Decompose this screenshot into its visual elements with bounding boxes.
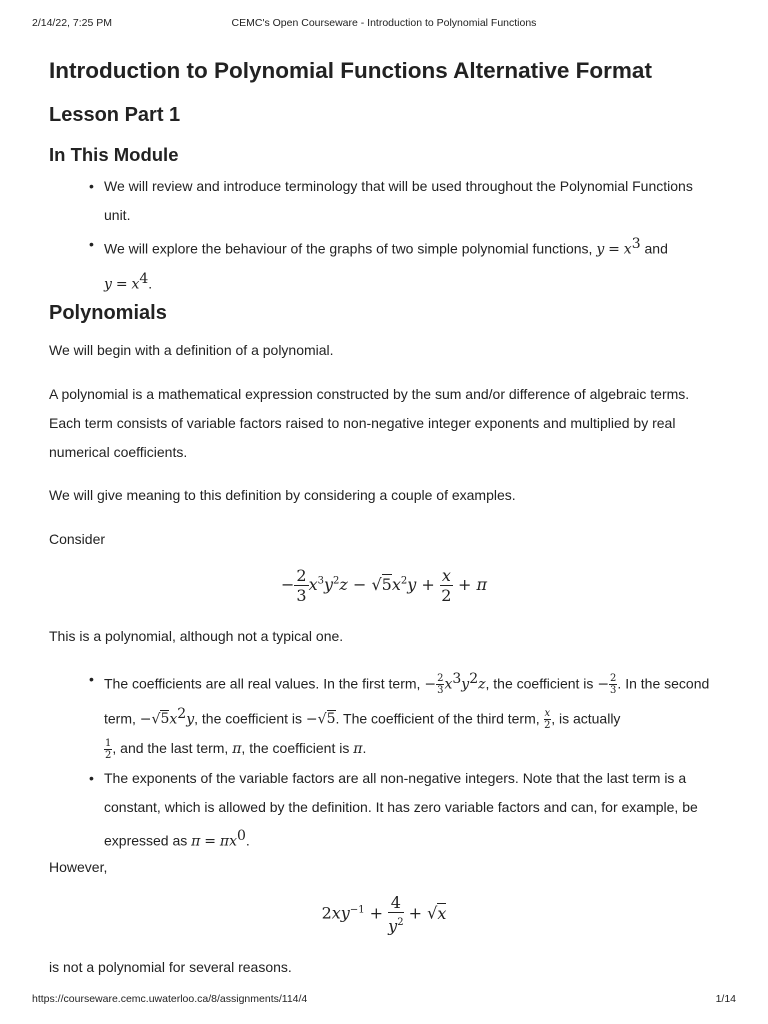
print-page-title: CEMC's Open Courseware - Introduction to Polynomial Functions [231, 17, 537, 29]
paragraph: However, [49, 859, 108, 875]
definition-paragraph: A polynomial is a mathematical expression constructed by the sum and/or difference of algebraic terms. Each term consists of variable factors raised to non-negative integer exponents and multiplied by real numerical coefficients. [49, 386, 690, 460]
module-list [49, 172, 719, 299]
polynomials-heading: Polynomials [49, 302, 167, 324]
paragraph: This is a polynomial, although not a typical one. [49, 628, 344, 644]
paragraph: is not a polynomial for several reasons. [49, 959, 292, 975]
document-title: Introduction to Polynomial Functions Alternative Format [49, 58, 652, 83]
paragraph: We will give meaning to this definition by considering a couple of examples. [49, 487, 516, 503]
list-item: • We will review and introduce terminology that will be used throughout the Polynomial Functions unit. [49, 172, 714, 230]
paragraph: Consider [49, 531, 106, 547]
list-item: • The coefficients are all real values. In the first term, − $\frac{2}{3}$ $x^3y^2z$, the coefficient is − $\frac{2}{3}$ . In the second term, $-√5x^2y$, the coefficient is −√5. The coefficient of the third term, $\frac{x}{2}$ , is actually $\frac{1}{2}$ , and the last term, π, the coefficient is π. [49, 665, 714, 764]
lesson-heading: Lesson Part 1 [49, 104, 181, 126]
polynomial-expression: − $\frac{2}{3}$ $x^3y^2z - √5x^2y$ + $\frac{x}{2}$ + π [281, 566, 487, 605]
list-item: • The exponents of the variable factors are all non-negative integers. Note that the last term is a constant, which is allowed by the definition. It has zero variable factors and can, for example, be expressed as $\pi = \pi x^0$. [49, 764, 714, 857]
module-heading: In This Module [49, 144, 179, 165]
print-url: https://courseware.cemc.uwaterloo.ca/8/assignments/114/4 [32, 993, 308, 1005]
coefficient-list [49, 665, 719, 857]
paragraph: We will begin with a definition of a polynomial. [49, 342, 334, 358]
list-item: • We will explore the behaviour of the graphs of two simple polynomial functions, $y = x^3$ and $y = x^4$. [49, 230, 714, 299]
page-number: 1/14 [715, 993, 736, 1005]
print-header [0, 17, 768, 31]
non-polynomial-expression: $2xy^{-1}$ + $\frac{4}{y^2}$ + √x [321, 893, 447, 936]
print-date: 2/14/22, 7:25 PM [32, 17, 112, 29]
